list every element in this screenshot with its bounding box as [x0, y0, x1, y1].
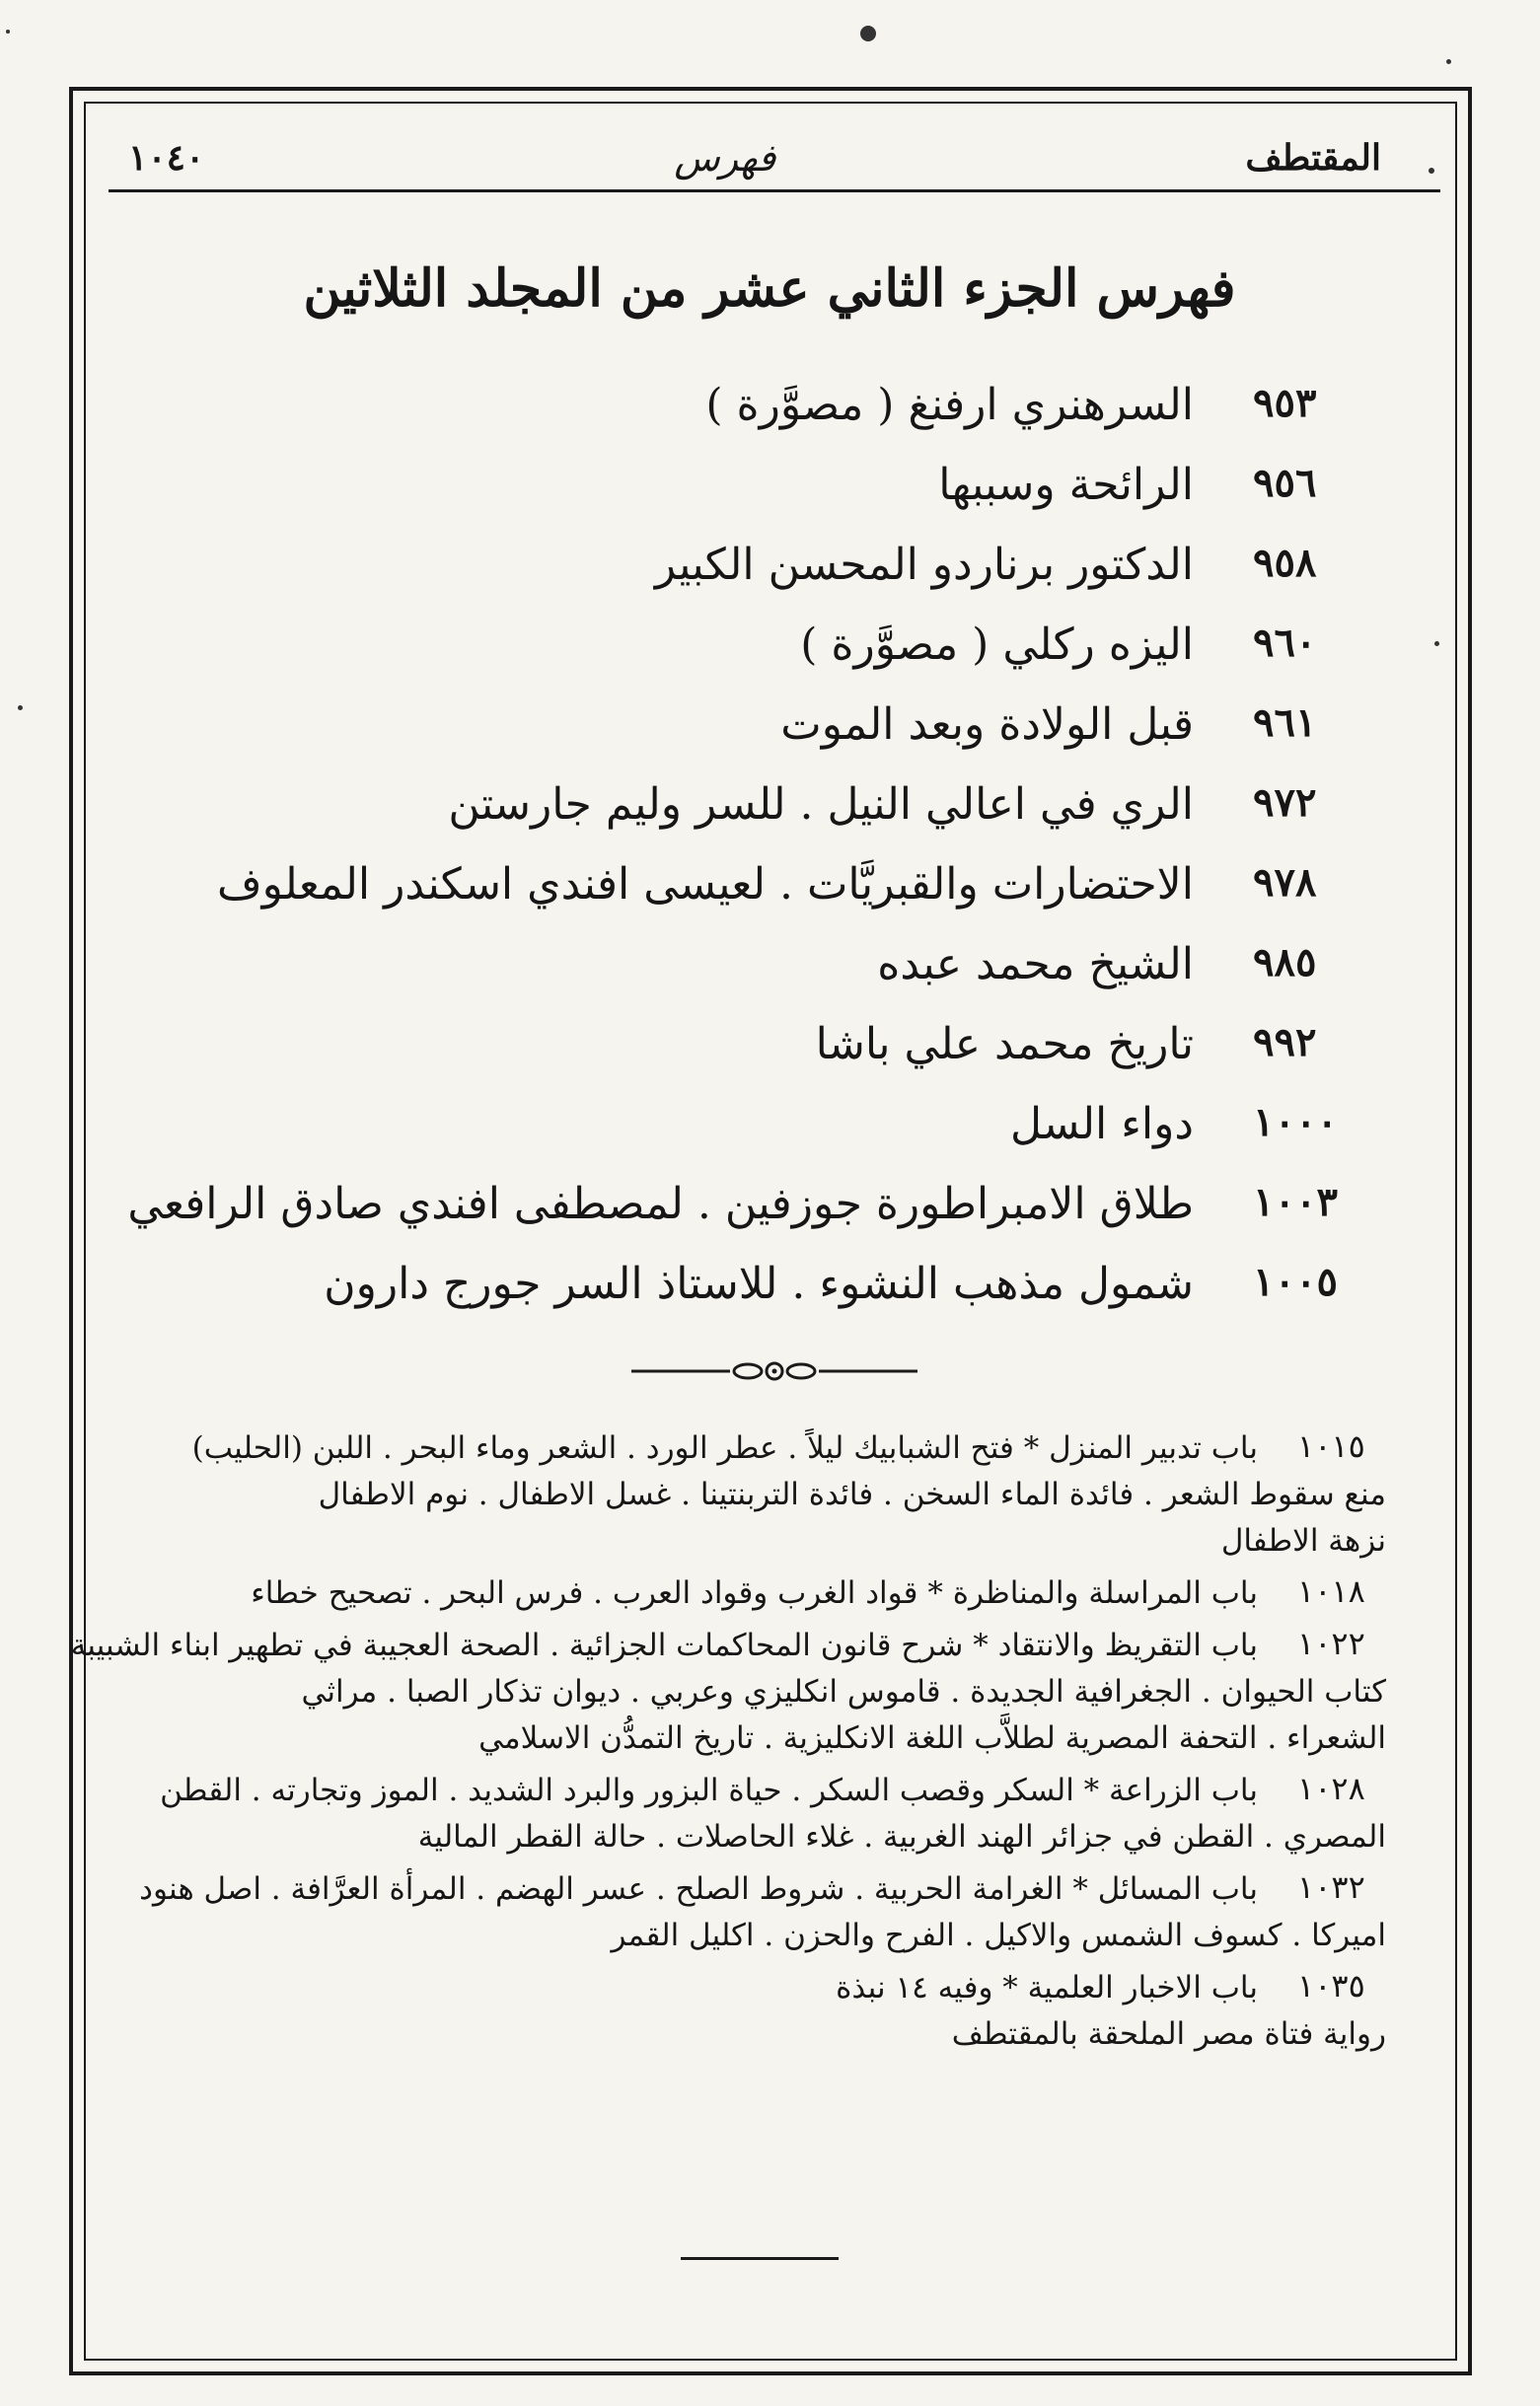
bottom-rule — [681, 2257, 839, 2260]
scan-speck — [18, 705, 23, 710]
article-page-number: ١٠٠٥ — [1253, 1259, 1338, 1305]
article-entry — [197, 540, 1381, 620]
section-title: فهرس — [674, 136, 776, 180]
article-entry — [127, 1179, 1381, 1259]
article-page-number: ٩٧٨ — [1253, 859, 1317, 906]
article-entry — [197, 1019, 1381, 1099]
scan-dot — [860, 26, 876, 41]
article-entry — [197, 939, 1381, 1019]
department-text-line: منع سقوط الشعر . فائدة الماء السخن . فائدة التربنتينا . غسل الاطفال . نوم الاطفال — [318, 1477, 1386, 1512]
ornament-divider — [631, 1356, 917, 1386]
article-page-number: ٩٥٦ — [1253, 460, 1317, 506]
article-entry — [197, 1099, 1381, 1179]
article-entry — [197, 779, 1381, 859]
articles-list — [127, 380, 1381, 1339]
department-text-line: باب الزراعة * السكر وقصب السكر . حياة البزور والبرد الشديد . الموز وتجارته . القطن — [160, 1773, 1258, 1808]
article-entry — [197, 460, 1381, 540]
page-number: ١٠٤٠ — [128, 137, 205, 179]
article-entry — [197, 1259, 1381, 1339]
department-page-number: ١٠١٨ — [1297, 1572, 1365, 1610]
article-title: قبل الولادة وبعد الموت — [780, 699, 1194, 750]
department-entry — [70, 1623, 1386, 1762]
article-title: الدكتور برناردو المحسن الكبير — [654, 540, 1194, 590]
article-title: الشيخ محمد عبده — [877, 939, 1194, 989]
article-title: السرهنري ارفنغ ( مصوَّرة ) — [705, 380, 1194, 430]
department-entry — [99, 1866, 1386, 1959]
magazine-name: المقتطف — [1245, 137, 1381, 179]
department-text-line: كتاب الحيوان . الجغرافية الجديدة . قاموس انكليزي وعربي . ديوان تذكار الصبا . مراثي — [301, 1674, 1386, 1710]
article-title: طلاق الامبراطورة جوزفين . لمصطفى افندي صادق الرافعي — [127, 1179, 1194, 1229]
article-title: الرائحة وسببها — [938, 460, 1194, 510]
article-page-number: ٩٨٥ — [1253, 939, 1317, 985]
article-entry — [197, 859, 1381, 939]
article-page-number: ٩٥٨ — [1253, 540, 1317, 586]
article-entry — [197, 380, 1381, 460]
department-text-line: باب الاخبار العلمية * وفيه ١٤ نبذة — [836, 1970, 1258, 2005]
department-text-line: باب المراسلة والمناظرة * قواد الغرب وقواد العرب . فرس البحر . تصحيح خطاء — [251, 1575, 1258, 1611]
scan-speck — [6, 30, 10, 34]
department-entry — [99, 1425, 1386, 1565]
department-text-line: باب التقريظ والانتقاد * شرح قانون المحاكمات الجزائية . الصحة العجيبة في تطهير ابناء الشبيبة — [70, 1628, 1258, 1663]
department-entry — [99, 1570, 1386, 1617]
department-entry — [99, 1965, 1386, 2058]
departments-list — [70, 1425, 1386, 2064]
department-text-line: المصري . القطن في جزائر الهند الغربية . غلاء الحاصلات . حالة القطر المالية — [417, 1819, 1386, 1855]
article-title: الاحتضارات والقبريَّات . لعيسى افندي اسكندر المعلوف — [216, 859, 1194, 910]
department-text-line: اميركا . كسوف الشمس والاكيل . الفرح والحزن . اكليل القمر — [611, 1918, 1386, 1953]
article-page-number: ٩٩٢ — [1253, 1019, 1317, 1065]
department-text-line: الشعراء . التحفة المصرية لطلاَّب اللغة الانكليزية . تاريخ التمدُّن الاسلامي — [478, 1720, 1386, 1756]
scan-speck — [1446, 59, 1451, 64]
article-entry — [197, 620, 1381, 699]
department-text-line: رواية فتاة مصر الملحقة بالمقتطف — [951, 2016, 1386, 2052]
department-entry — [99, 1768, 1386, 1860]
department-page-number: ١٠٢٢ — [1297, 1625, 1365, 1662]
department-page-number: ١٠٣٢ — [1297, 1868, 1365, 1906]
article-title: الري في اعالي النيل . للسر وليم جارستن — [448, 779, 1194, 830]
article-page-number: ٩٦١ — [1253, 699, 1317, 746]
article-page-number: ٩٥٣ — [1253, 380, 1317, 426]
department-text-line: باب تدبير المنزل * فتح الشبابيك ليلاً . عطر الورد . الشعر وماء البحر . اللبن (الحليب) — [191, 1430, 1258, 1466]
department-page-number: ١٠٣٥ — [1297, 1967, 1365, 2005]
article-title: اليزه ركلي ( مصوَّرة ) — [800, 620, 1194, 670]
article-page-number: ٩٧٢ — [1253, 779, 1317, 826]
header-rule — [109, 189, 1440, 192]
article-entry — [197, 699, 1381, 779]
department-text-line: نزهة الاطفال — [1220, 1523, 1386, 1559]
department-page-number: ١٠١٥ — [1297, 1427, 1365, 1465]
index-title: فهرس الجزء الثاني عشر من المجلد الثلاثين — [303, 258, 1236, 319]
article-page-number: ٩٦٠ — [1253, 620, 1317, 666]
article-title: شمول مذهب النشوء . للاستاذ السر جورج دارون — [324, 1259, 1194, 1309]
running-header — [128, 128, 1381, 187]
department-text-line: باب المسائل * الغرامة الحربية . شروط الصلح . عسر الهضم . المرأة العرَّافة . اصل هنود — [139, 1871, 1258, 1907]
article-title: تاريخ محمد علي باشا — [815, 1019, 1194, 1069]
article-page-number: ١٠٠٠ — [1253, 1099, 1338, 1145]
department-page-number: ١٠٢٨ — [1297, 1770, 1365, 1807]
article-title: دواء السل — [1010, 1099, 1194, 1149]
article-page-number: ١٠٠٣ — [1253, 1179, 1338, 1225]
